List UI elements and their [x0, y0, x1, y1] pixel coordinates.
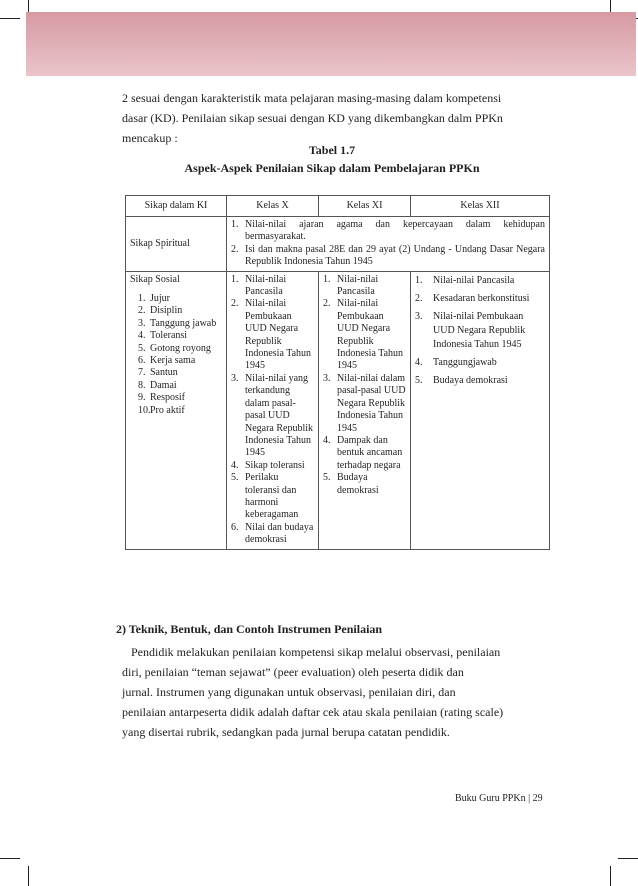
list-number: 1. [415, 274, 423, 286]
crop-mark [0, 18, 20, 19]
section-line: diri, penilaian “teman sejawat” (peer evaluation) oleh peserta didik dan [122, 665, 464, 679]
list-number: 5. [138, 342, 146, 354]
list-number: 2. [323, 298, 331, 310]
list-number: 5. [231, 472, 239, 484]
kelas-xi-list [323, 274, 406, 497]
list-text: Damai [150, 379, 177, 391]
list-number: 6. [231, 521, 239, 533]
list-item [130, 305, 222, 317]
social-label: Sikap Sosial [130, 273, 180, 285]
list-number: 1. [138, 293, 146, 305]
list-item [130, 293, 222, 305]
list-text: Pro aktif [150, 404, 185, 416]
list-item [415, 356, 545, 370]
header-cell: Kelas X [227, 196, 319, 217]
list-item [323, 435, 406, 472]
spiritual-content [227, 217, 550, 272]
list-text: Nilai-nilai Pembukaan UUD Negara Republik Indonesia Tahun 1945 [245, 298, 312, 372]
header-cell: Kelas XI [319, 196, 411, 217]
list-number: 5. [415, 374, 423, 386]
list-item [130, 343, 222, 355]
list-item [130, 330, 222, 342]
list-text: Nilai-nilai Pembukaan UUD Negara Republik Indonesia Tahun 1945 [433, 310, 526, 350]
list-number: 3. [415, 310, 423, 322]
list-number: 3. [323, 372, 331, 384]
list-number: 8. [138, 379, 146, 391]
list-item [231, 274, 314, 299]
table-caption: Aspek-Aspek Penilaian Sikap dalam Pembelajaran PPKn [184, 161, 480, 175]
section-paragraph [122, 642, 544, 742]
list-number: 4. [231, 459, 239, 471]
list-text: Isi dan makna pasal 28E dan 29 ayat (2) Undang - Undang Dasar Negara Republik Indonesia Tahun 1945 [245, 243, 545, 268]
list-item [231, 219, 545, 244]
list-number: 2. [231, 298, 239, 310]
social-values-list [130, 293, 222, 417]
list-item [130, 380, 222, 392]
list-item [323, 298, 406, 372]
list-number: 6. [138, 355, 146, 367]
section-line: penilaian antarpeserta didik adalah daftar cek atau skala penilaian (rating scale) [122, 705, 504, 719]
list-number: 2. [138, 305, 146, 317]
list-item [130, 405, 222, 417]
social-row [126, 271, 550, 549]
list-text: Gotong royong [150, 342, 211, 354]
crop-mark [610, 866, 611, 886]
list-item [130, 367, 222, 379]
list-text: Nilai dan budaya demokrasi [245, 521, 314, 546]
list-item [415, 274, 545, 288]
list-text: Perilaku toleransi dan harmoni keberagaman [245, 472, 299, 521]
list-number: 3. [138, 317, 146, 329]
page-footer: Buku Guru PPKn | 29 [455, 793, 543, 804]
kelas-xii-cell [411, 271, 550, 549]
list-text: Nilai-nilai Pancasila [433, 274, 515, 286]
list-text: Budaya demokrasi [433, 374, 508, 386]
list-text: Kerja sama [150, 355, 196, 367]
kelas-xii-list [415, 274, 545, 388]
list-text: Jujur [150, 293, 170, 305]
list-number: 1. [231, 273, 239, 285]
intro-line: dasar (KD). Penilaian sikap sesuai dengan KD yang dikembangkan dalm PPKn [122, 111, 503, 125]
list-number: 1. [231, 219, 239, 230]
list-item [323, 373, 406, 435]
spiritual-row [126, 217, 550, 272]
list-number: 2. [415, 292, 423, 304]
list-number: 4. [415, 356, 423, 368]
section-line: yang disertai rubrik, sedangkan pada jurnal berupa catatan pendidik. [122, 725, 450, 739]
list-item [130, 318, 222, 330]
list-item [130, 392, 222, 404]
list-text: Nilai-nilai dalam pasal-pasal UUD Negara Republik Indonesia Tahun 1945 [337, 372, 406, 434]
crop-mark [618, 858, 638, 859]
list-text: Nilai-nilai yang terkandung dalam pasal-pasal UUD Negara Republik Indonesia Tahun 1945 [245, 372, 314, 459]
header-band [26, 12, 636, 76]
intro-paragraph [122, 88, 542, 148]
social-cell [126, 271, 227, 549]
list-text: Nilai-nilai Pembukaan UUD Negara Republik Indonesia Tahun 1945 [337, 298, 404, 372]
kelas-x-list [231, 274, 314, 547]
list-number: 4. [323, 434, 331, 446]
list-number: 7. [138, 367, 146, 379]
list-item [415, 292, 545, 306]
list-item [231, 460, 314, 472]
intro-line: 2 sesuai dengan karakteristik mata pelajaran masing-masing dalam kompetensi [122, 91, 502, 105]
list-number: 2. [231, 243, 239, 255]
list-item [231, 522, 314, 547]
intro-line: mencakup : [122, 131, 178, 145]
list-text: Nilai-nilai Pancasila [337, 273, 379, 298]
section-heading: 2) Teknik, Bentuk, dan Contoh Instrumen Penilaian [116, 622, 383, 636]
list-number: 3. [231, 372, 239, 384]
list-item [323, 274, 406, 299]
spiritual-label: Sikap Spiritual [126, 217, 227, 272]
header-cell: Kelas XII [411, 196, 550, 217]
table-number: Tabel 1.7 [308, 143, 356, 157]
crop-mark [28, 866, 29, 886]
section-line: Pendidik melakukan penilaian kompetensi sikap melalui observasi, penilaian [131, 645, 501, 659]
list-number: 9. [138, 392, 146, 404]
list-text: Tanggung jawab [150, 317, 217, 329]
section-line: jurnal. Instrumen yang digunakan untuk observasi, penilaian diri, dan [122, 685, 456, 699]
table-header-row [126, 196, 550, 217]
list-number: 1. [323, 273, 331, 285]
list-item [231, 244, 545, 269]
list-text: Resposif [150, 392, 185, 404]
list-item [415, 310, 545, 352]
list-item [323, 472, 406, 497]
list-item [231, 472, 314, 522]
list-text: Disiplin [150, 305, 183, 317]
list-text: Kesadaran berkonstitusi [433, 292, 530, 304]
header-cell: Sikap dalam KI [126, 196, 227, 217]
list-text: Tanggungjawab [433, 356, 497, 368]
crop-mark [0, 858, 20, 859]
list-text: Nilai-nilai ajaran agama dan kepercayaan dalam kehidupan bermasyarakat. [245, 219, 545, 243]
list-text: Dampak dan bentuk ancaman terhadap negara [337, 434, 403, 471]
list-text: Budaya demokrasi [337, 472, 379, 496]
list-item [415, 374, 545, 388]
list-number: 4. [138, 330, 146, 342]
attitude-table [125, 195, 550, 550]
list-item [231, 298, 314, 372]
list-text: Sikap toleransi [245, 459, 305, 471]
list-number: 10. [138, 404, 151, 416]
list-number: 5. [323, 472, 331, 484]
list-text: Toleransi [150, 330, 188, 342]
list-text: Santun [150, 367, 178, 379]
kelas-xi-cell [319, 271, 411, 549]
kelas-x-cell [227, 271, 319, 549]
list-item [130, 355, 222, 367]
list-text: Nilai-nilai Pancasila [245, 273, 287, 298]
list-item [231, 373, 314, 460]
